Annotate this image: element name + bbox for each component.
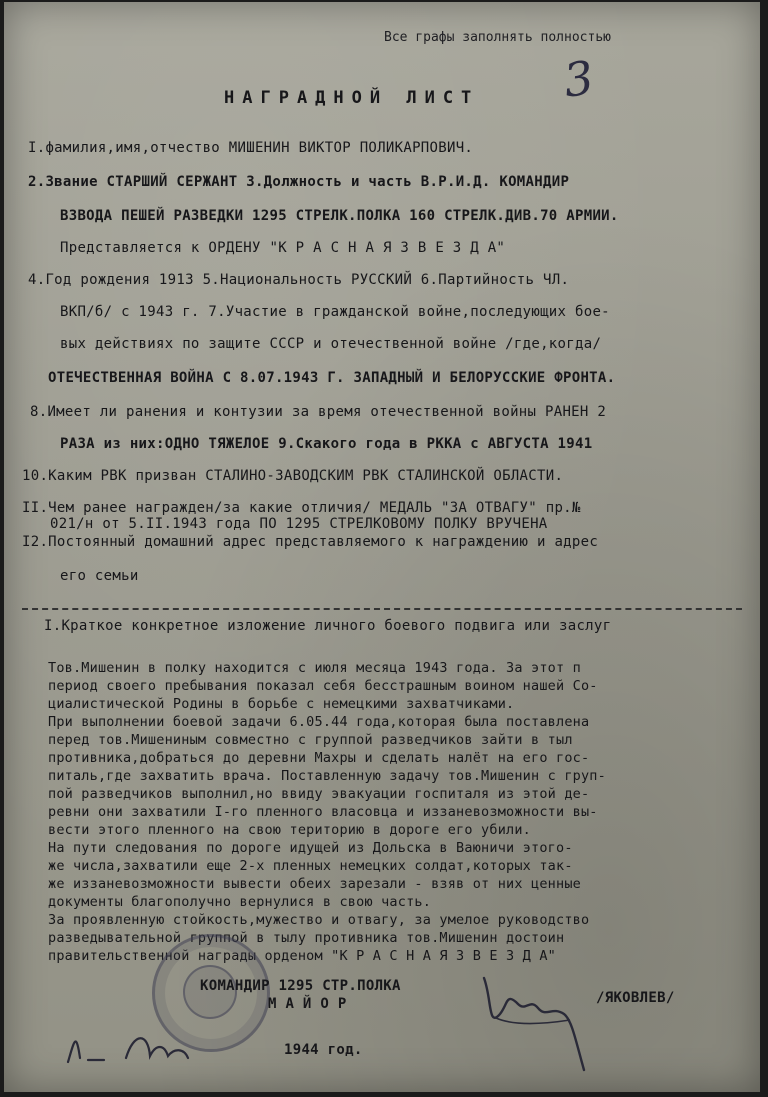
field-line-5: 4.Год рождения 1913 5.Национальность РУССКИЙ 6.Партийность ЧЛ. xyxy=(28,272,570,288)
narrative-line: За проявленную стойкость,мужество и отвагу, за умелое руководство xyxy=(48,912,590,928)
narrative-line: пой разведчиков выполнил,но ввиду эвакуации госпиталя из этой де- xyxy=(48,786,590,802)
narrative-line: же числа,захватили еще 2-х пленных немецких солдат,которых так- xyxy=(48,858,573,874)
field-line-13: 021/н от 5.II.1943 года ПО 1295 СТРЕЛКОВОМУ ПОЛКУ ВРУЧЕНА xyxy=(50,516,548,532)
field-line-12: II.Чем ранее награжден/за какие отличия/ МЕДАЛЬ "ЗА ОТВАГУ" пр.№ xyxy=(22,500,581,516)
field-line-11: 10.Каким РВК призван СТАЛИНО-ЗАВОДСКИМ РВК СТАЛИНСКОЙ ОБЛАСТИ. xyxy=(22,468,564,484)
handwritten-sheet-number: 3 xyxy=(560,50,597,108)
narrative-line: документы благополучно вернулися в свою часть. xyxy=(48,894,432,910)
signature-rank: М А Й О Р xyxy=(268,996,347,1012)
narrative-line: период своего пребывания показал себя бесстрашным воином нашей Со- xyxy=(48,678,598,694)
narrative-line: разведывательной группой в тылу противника тов.Мишенин достоин xyxy=(48,930,565,946)
field-line-7: вых действиях по защите СССР и отечественной войне /где,когда/ xyxy=(60,336,602,352)
field-line-10: РАЗА из них:ОДНО ТЯЖЕЛОЕ 9.Скакого года в РККА с АВГУСТА 1941 xyxy=(60,436,593,452)
narrative-line: вести этого пленного на свою територию в дороге его убили. xyxy=(48,822,532,838)
section-heading: I.Краткое конкретное изложение личного боевого подвига или заслуг xyxy=(44,618,612,634)
field-line-9: 8.Имеет ли ранения и контузии за время отечественной войны РАНЕН 2 xyxy=(30,404,607,420)
handwritten-date xyxy=(64,1022,224,1072)
award-sheet xyxy=(4,2,760,1092)
field-line-4: Представляется к ОРДЕНУ "К Р А С Н А Я З В Е З Д А" xyxy=(60,240,506,256)
field-line-8: ОТЕЧЕСТВЕННАЯ ВОЙНА С 8.07.1943 Г. ЗАПАДНЫЙ И БЕЛОРУССКИЕ ФРОНТА. xyxy=(48,370,616,386)
narrative-line: Тов.Мишенин в полку находится с июля месяца 1943 года. За этот п xyxy=(48,660,581,676)
handwritten-signature xyxy=(474,970,594,1080)
narrative-line: На пути следования по дороге идущей из Дольска в Ваюничи этого- xyxy=(48,840,573,856)
narrative-line: противника,добраться до деревни Махры и сделать налёт на его гос- xyxy=(48,750,590,766)
signature-title: КОМАНДИР 1295 СТР.ПОЛКА xyxy=(200,978,401,994)
document-year: 1944 год. xyxy=(284,1042,363,1058)
field-line-6: ВКП/б/ с 1943 г. 7.Участие в гражданской войне,последующих бое- xyxy=(60,304,610,320)
field-line-14: I2.Постоянный домашний адрес представляемого к награждению и адрес xyxy=(22,534,599,550)
document-title: НАГРАДНОЙ ЛИСТ xyxy=(224,88,480,108)
header-note: Все графы заполнять полностью xyxy=(384,30,611,45)
field-line-1: I.фамилия,имя,отчество МИШЕНИН ВИКТОР ПОЛИКАРПОВИЧ. xyxy=(28,140,474,156)
narrative-line: же иззаневозможности вывести обеих зарезали - взяв от них ценные xyxy=(48,876,581,892)
narrative-line: перед тов.Мишениным совместно с группой разведчиков зайти в тыл xyxy=(48,732,573,748)
narrative-line: При выполнении боевой задачи 6.05.44 года,которая была поставлена xyxy=(48,714,590,730)
section-divider xyxy=(22,608,742,610)
field-line-2: 2.Звание СТАРШИЙ СЕРЖАНТ 3.Должность и часть В.Р.И.Д. КОМАНДИР xyxy=(28,174,570,190)
signatory-name: /ЯКОВЛЕВ/ xyxy=(596,990,675,1006)
narrative-line: питаль,где захватить врача. Поставленную задачу тов.Мишенин с груп- xyxy=(48,768,606,784)
narrative-line: правительственной награды орденом "К Р А С Н А Я З В Е З Д А" xyxy=(48,948,556,964)
narrative-line: циалистической Родины в борьбе с немецкими захватчиками. xyxy=(48,696,515,712)
field-line-15: его семьи xyxy=(60,568,139,584)
narrative-line: ревни они захватили I-го пленного власовца и иззаневозможности вы- xyxy=(48,804,598,820)
field-line-3: ВЗВОДА ПЕШЕЙ РАЗВЕДКИ 1295 СТРЕЛК.ПОЛКА 160 СТРЕЛК.ДИВ.70 АРМИИ. xyxy=(60,208,619,224)
